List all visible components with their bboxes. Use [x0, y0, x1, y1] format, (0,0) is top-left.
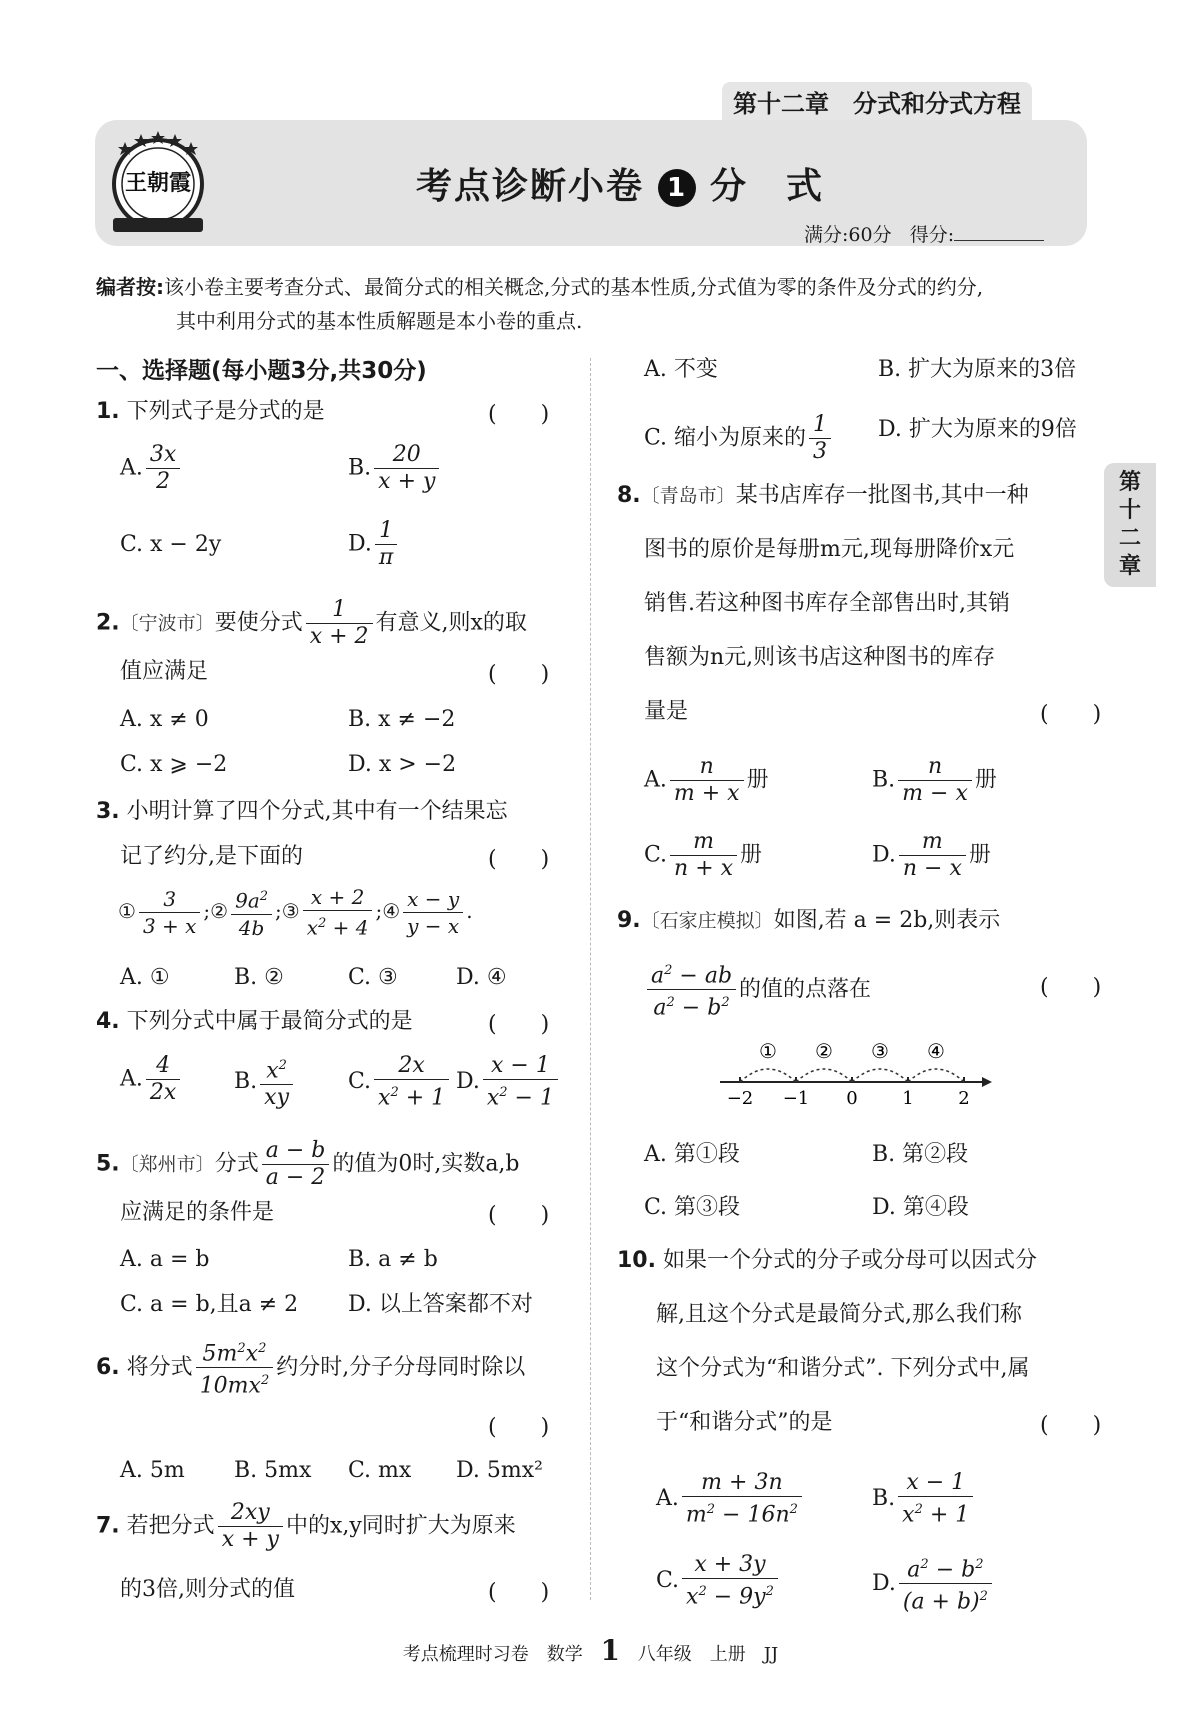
source-tag: 〔青岛市〕 — [640, 485, 736, 507]
answer-paren[interactable]: ( ) — [488, 1580, 550, 1605]
option-c[interactable]: C. x ⩾ −2 — [120, 752, 228, 777]
segment-label: ① — [759, 1040, 777, 1063]
tick-label: −2 — [726, 1088, 754, 1109]
option-label: C. — [348, 1069, 372, 1095]
option-b[interactable]: B. ② — [234, 965, 284, 990]
question-3 — [96, 797, 508, 827]
question-10-line2: 解,且这个分式是最简分式,那么我们称 — [656, 1302, 1022, 1327]
tick-label: 2 — [958, 1088, 970, 1109]
option-d[interactable]: D. 5mx² — [456, 1458, 543, 1483]
option-label: A. — [644, 767, 667, 793]
option-a[interactable]: A. $\frac{3x}{2}$ — [120, 442, 183, 495]
number-line-arrow — [982, 1077, 992, 1087]
segment-arc — [908, 1069, 964, 1082]
question-text: 某书店库存一批图书,其中一种 — [735, 483, 1029, 508]
editor-note-label: 编者按: — [96, 275, 164, 299]
segment-label: ② — [815, 1040, 833, 1063]
source-tag: 〔宁波市〕 — [119, 612, 215, 635]
option-label: B. — [234, 1069, 258, 1095]
option-a[interactable]: A. 5m — [120, 1458, 185, 1483]
option-label: A. — [656, 1486, 679, 1512]
question-7: 7. 若把分式 $\frac{2xy}{x + y}$ 中的x,y同时扩大为原来 — [96, 1500, 516, 1552]
footer-left: 考点梳理时习卷 数学 — [402, 1644, 583, 1665]
tick-label: −1 — [782, 1088, 810, 1109]
question-text: 中的x,y同时扩大为原来 — [285, 1513, 516, 1539]
question-number: 2. — [96, 610, 120, 636]
question-number: 7. — [96, 1513, 120, 1539]
question-7-cont: 的3倍,则分式的值 — [120, 1577, 295, 1602]
option-b[interactable]: B. x ≠ −2 — [348, 707, 456, 732]
question-2-cont: 值应满足 — [120, 659, 209, 684]
option-b[interactable]: B. $\frac{x^2}{xy}$ — [234, 1053, 296, 1111]
segment-arc — [852, 1069, 908, 1082]
answer-paren[interactable]: ( ) — [488, 402, 550, 427]
question-text: 如果一个分式的分子或分母可以因式分 — [662, 1248, 1037, 1273]
option-c[interactable]: C. a = b,且a ≠ 2 — [120, 1292, 299, 1317]
question-text: 分式 — [214, 1151, 259, 1177]
question-number: 6. — [96, 1354, 120, 1380]
number-line — [710, 1040, 1000, 1110]
option-d[interactable]: D. $\frac{m}{n - x}$ 册 — [872, 829, 991, 881]
option-b[interactable]: B. 5mx — [234, 1458, 312, 1483]
page-footer — [0, 1634, 1181, 1667]
question-8-line4: 售额为n元,则该书店这种图书的库存 — [644, 645, 996, 670]
option-label: C. — [656, 1568, 680, 1594]
title-suffix: 分 式 — [710, 166, 825, 207]
tick-label: 1 — [902, 1088, 914, 1109]
question-number: 9. — [617, 908, 641, 933]
question-5-cont: 应满足的条件是 — [120, 1200, 275, 1225]
option-a[interactable]: A. a = b — [120, 1247, 210, 1272]
section-heading: 一、选择题(每小题3分,共30分) — [96, 358, 427, 384]
option-d[interactable]: D. $\frac{1}{\pi}$ — [348, 518, 400, 571]
option-a[interactable]: A. x ≠ 0 — [120, 707, 209, 732]
question-5: 5.〔郑州市〕分式 $\frac{a - b}{a - 2}$ 的值为0时,实数a,b — [96, 1138, 520, 1190]
question-3-fractions: ① $\frac{3}{3 + x}$ ;② $\frac{9a^2}{4b}$ ;③ $\frac{x + 2}{x^2 + 4}$ ;④ $\frac{x - y}{y - x}$ . — [118, 885, 473, 940]
option-a[interactable]: A. 第①段 — [644, 1142, 740, 1167]
option-c[interactable]: C. 第③段 — [644, 1195, 741, 1220]
score-label: 得分: — [909, 224, 955, 246]
option-b[interactable]: B. 扩大为原来的3倍 — [878, 357, 1077, 382]
option-label: B. — [872, 1486, 896, 1512]
question-9-cont: $\frac{a^2 - ab}{a^2 - b^2}$ 的值的点落在 — [644, 958, 871, 1022]
question-8-line2: 图书的原价是每册m元,现每册降价x元 — [644, 537, 1015, 562]
chapter-tab: 第十二章 分式和分式方程 — [722, 82, 1032, 126]
option-c[interactable]: C. $\frac{2x}{x^2 + 1}$ — [348, 1053, 452, 1111]
question-text: 小明计算了四个分式,其中有一个结果忘 — [126, 799, 508, 824]
answer-paren[interactable]: ( ) — [1040, 702, 1102, 727]
option-b[interactable]: B. $\frac{20}{x + y}$ — [348, 442, 442, 495]
segment-arc — [740, 1069, 796, 1082]
question-text: 要使分式 — [214, 610, 303, 636]
segment-label: ④ — [927, 1040, 945, 1063]
answer-paren[interactable]: ( ) — [488, 1203, 550, 1228]
title-prefix: 考点诊断小卷 — [415, 166, 644, 207]
side-chapter-tab — [1104, 463, 1156, 587]
footer-right: 八年级 上册 JJ — [637, 1644, 779, 1665]
title-number-badge: 1 — [658, 169, 696, 207]
option-label: A. — [120, 455, 143, 481]
paper-title — [300, 158, 940, 209]
option-c[interactable]: C. ③ — [348, 965, 398, 990]
answer-paren[interactable]: ( ) — [1040, 1413, 1102, 1438]
option-a[interactable]: A. $\frac{n}{m + x}$ 册 — [644, 754, 769, 806]
question-text: 约分时,分子分母同时除以 — [276, 1354, 526, 1380]
publisher-logo — [105, 128, 211, 240]
question-text: 的值的点落在 — [739, 976, 872, 1002]
option-c[interactable]: C. mx — [348, 1458, 412, 1483]
question-text: 如图,若 a = 2b,则表示 — [773, 908, 1001, 933]
question-4 — [96, 1007, 413, 1037]
tick-label: 0 — [846, 1088, 858, 1109]
option-a[interactable]: A. $\frac{m + 3n}{m^2 - 16n^2}$ — [656, 1470, 805, 1528]
question-text: 若把分式 — [126, 1513, 215, 1539]
question-text: 有意义,则x的取 — [375, 610, 527, 636]
option-label: A. — [120, 1066, 143, 1092]
editor-note-text: 该小卷主要考查分式、最简分式的相关概念,分式的基本性质,分式值为零的条件及分式的约分, — [164, 275, 984, 299]
question-10 — [617, 1246, 1037, 1276]
editor-note — [96, 270, 1086, 338]
option-b[interactable]: B. 第②段 — [872, 1142, 969, 1167]
option-a[interactable]: A. ① — [120, 965, 170, 990]
question-text: 下列分式中属于最简分式的是 — [126, 1009, 413, 1034]
page-number: 1 — [600, 1634, 621, 1667]
question-number: 10. — [617, 1248, 656, 1273]
option-label: D. — [348, 531, 372, 557]
question-number: 5. — [96, 1151, 120, 1177]
question-3-cont: 记了约分,是下面的 — [120, 844, 303, 869]
option-label: C. 缩小为原来的 — [644, 425, 807, 451]
option-d[interactable]: D. 第④段 — [872, 1195, 969, 1220]
question-number: 8. — [617, 483, 641, 508]
unit: 册 — [968, 842, 991, 868]
option-b[interactable]: B. a ≠ b — [348, 1247, 438, 1272]
option-b[interactable]: B. $\frac{n}{m - x}$ 册 — [872, 754, 997, 806]
unit: 册 — [740, 842, 763, 868]
option-label: D. — [872, 842, 896, 868]
option-d[interactable]: D. $\frac{x - 1}{x^2 - 1}$ — [456, 1053, 561, 1111]
unit: 册 — [974, 767, 997, 793]
question-8-line3: 销售.若这种图书库存全部售出时,其销 — [644, 591, 1010, 616]
question-number: 3. — [96, 799, 120, 824]
question-8 — [617, 481, 1029, 511]
option-d[interactable]: D. 以上答案都不对 — [348, 1292, 533, 1317]
question-10-line3: 这个分式为“和谐分式”. 下列分式中,属 — [656, 1356, 1030, 1381]
question-number: 1. — [96, 399, 120, 424]
option-label: D. — [872, 1570, 896, 1596]
editor-note-text2: 其中利用分式的基本性质解题是本小卷的重点. — [176, 309, 583, 333]
question-10-line4: 于“和谐分式”的是 — [656, 1410, 833, 1435]
svg-text:王朝霞: 王朝霞 — [124, 170, 192, 196]
segment-label: ③ — [871, 1040, 889, 1063]
option-label: C. — [644, 842, 668, 868]
question-text: 的值为0时,实数a,b — [332, 1151, 520, 1177]
question-number: 4. — [96, 1009, 120, 1034]
option-label: B. — [872, 767, 896, 793]
full-score: 满分:60分 — [804, 224, 892, 246]
option-a[interactable]: A. 不变 — [644, 357, 718, 382]
option-a[interactable]: A. $\frac{4}{2x}$ — [120, 1053, 183, 1106]
question-2: 2.〔宁波市〕要使分式 $\frac{1}{x + 2}$ 有意义,则x的取 — [96, 597, 527, 649]
question-text: 将分式 — [126, 1354, 193, 1380]
segment-arc — [796, 1069, 852, 1082]
option-c[interactable]: C. $\frac{m}{n + x}$ 册 — [644, 829, 763, 881]
question-8-line5: 量是 — [644, 699, 689, 724]
option-d[interactable]: D. 扩大为原来的9倍 — [878, 417, 1077, 442]
option-c[interactable]: C. $\frac{x + 3y}{x^2 - 9y^2}$ — [656, 1552, 781, 1610]
question-6: 6. 将分式 $\frac{5m^2x^2}{10mx^2}$ 约分时,分子分母同时除以 — [96, 1336, 525, 1400]
option-c[interactable]: C. x − 2y — [120, 532, 222, 557]
option-b[interactable]: B. $\frac{x - 1}{x^2 + 1}$ — [872, 1470, 976, 1528]
source-tag: 〔郑州市〕 — [119, 1153, 215, 1176]
option-d[interactable]: D. ④ — [456, 965, 507, 990]
side-tab-label: 第十二章 — [1118, 470, 1141, 579]
question-text: 下列式子是分式的是 — [126, 399, 325, 424]
score-blank[interactable] — [954, 222, 1044, 241]
question-1 — [96, 397, 325, 427]
option-d[interactable]: D. x > −2 — [348, 752, 457, 777]
option-label: D. — [456, 1069, 480, 1095]
option-label: B. — [348, 455, 372, 481]
option-d[interactable]: D. $\frac{a^2 - b^2}{(a + b)^2}$ — [872, 1552, 995, 1616]
answer-paren[interactable]: ( ) — [488, 1415, 550, 1440]
score-line — [804, 220, 1044, 247]
answer-paren[interactable]: ( ) — [1040, 975, 1102, 1000]
answer-paren[interactable]: ( ) — [488, 662, 550, 687]
answer-paren[interactable]: ( ) — [488, 1012, 550, 1037]
question-9 — [617, 906, 1000, 936]
unit: 册 — [746, 767, 769, 793]
source-tag: 〔石家庄模拟〕 — [640, 910, 774, 932]
option-c[interactable]: C. 缩小为原来的 $\frac{1}{3}$ — [644, 412, 834, 465]
column-divider — [590, 358, 591, 1600]
answer-paren[interactable]: ( ) — [488, 847, 550, 872]
